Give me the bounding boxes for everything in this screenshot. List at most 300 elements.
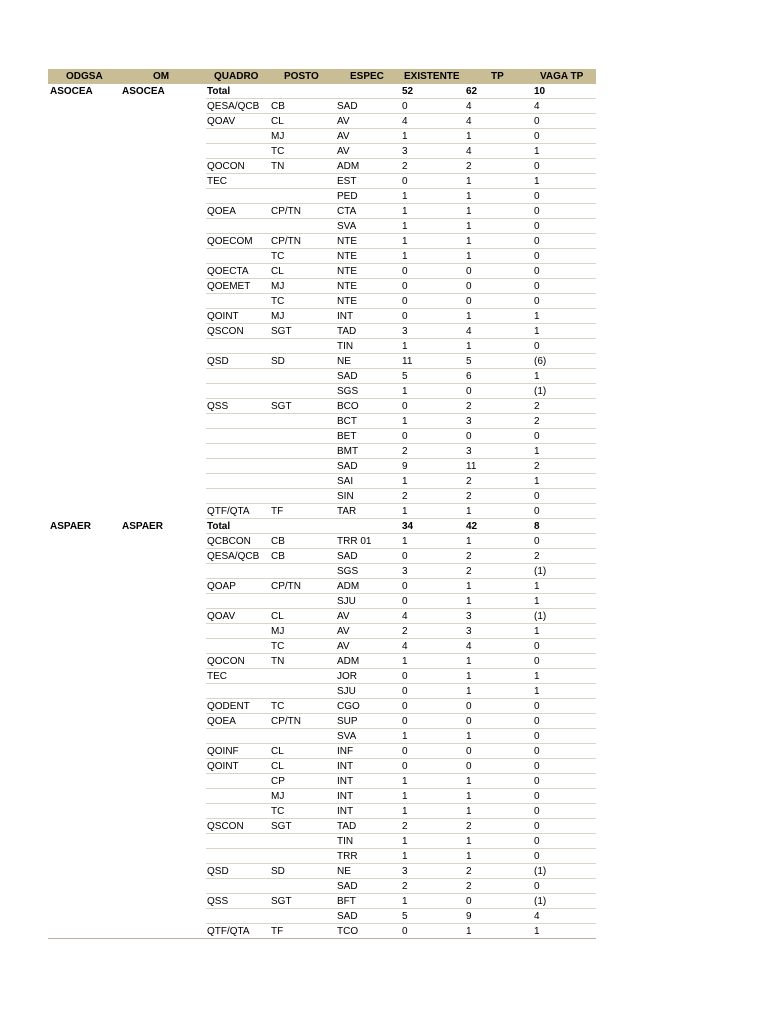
cell-vaga-tp: 1 — [534, 371, 540, 382]
cell-vaga-tp: 10 — [534, 86, 546, 97]
table-row — [48, 879, 596, 894]
cell-vaga-tp: 0 — [534, 491, 540, 502]
table-row — [48, 174, 596, 189]
table-row — [48, 144, 596, 159]
cell-tp: 4 — [466, 116, 472, 127]
cell-tp: 1 — [466, 656, 472, 667]
cell-tp: 4 — [466, 146, 472, 157]
cell-existente: 4 — [402, 611, 408, 622]
cell-vaga-tp: 0 — [534, 236, 540, 247]
cell-quadro: QESA/QCB — [207, 101, 260, 112]
cell-quadro: QOAV — [207, 116, 236, 127]
table-row — [48, 699, 596, 714]
cell-vaga-tp: 0 — [534, 761, 540, 772]
cell-posto: MJ — [271, 311, 285, 322]
cell-vaga-tp: 1 — [534, 581, 540, 592]
table-header-row — [48, 69, 596, 84]
cell-posto: SGT — [271, 896, 292, 907]
table-row — [48, 189, 596, 204]
cell-vaga-tp: 0 — [534, 536, 540, 547]
cell-quadro: QOINT — [207, 761, 239, 772]
cell-quadro: QTF/QTA — [207, 506, 250, 517]
cell-espec: AV — [337, 611, 350, 622]
table-row — [48, 909, 596, 924]
cell-existente: 2 — [402, 626, 408, 637]
cell-espec: INT — [337, 761, 354, 772]
cell-existente: 1 — [402, 416, 408, 427]
cell-existente: 1 — [402, 221, 408, 232]
cell-quadro: QSD — [207, 356, 229, 367]
table-row — [48, 369, 596, 384]
header-vaga-tp: VAGA TP — [540, 71, 584, 82]
cell-tp: 1 — [466, 581, 472, 592]
cell-existente: 1 — [402, 131, 408, 142]
table-row — [48, 744, 596, 759]
cell-existente: 2 — [402, 881, 408, 892]
cell-existente: 1 — [402, 506, 408, 517]
table-row — [48, 894, 596, 909]
cell-tp: 2 — [466, 161, 472, 172]
cell-espec: ADM — [337, 581, 360, 592]
cell-existente: 5 — [402, 911, 408, 922]
cell-tp: 1 — [466, 791, 472, 802]
cell-tp: 2 — [466, 566, 472, 577]
cell-quadro: QOCON — [207, 656, 245, 667]
table-row — [48, 639, 596, 654]
cell-vaga-tp: 0 — [534, 791, 540, 802]
cell-existente: 0 — [402, 311, 408, 322]
table-row — [48, 474, 596, 489]
table-row — [48, 834, 596, 849]
cell-tp: 2 — [466, 866, 472, 877]
cell-espec: INT — [337, 311, 354, 322]
cell-vaga-tp: 2 — [534, 401, 540, 412]
cell-existente: 1 — [402, 791, 408, 802]
cell-vaga-tp: 0 — [534, 431, 540, 442]
cell-espec: BCO — [337, 401, 359, 412]
cell-posto: CL — [271, 611, 284, 622]
cell-vaga-tp: 1 — [534, 476, 540, 487]
table-row — [48, 399, 596, 414]
cell-posto: CB — [271, 551, 285, 562]
cell-tp: 0 — [466, 761, 472, 772]
cell-existente: 2 — [402, 821, 408, 832]
cell-posto: CP/TN — [271, 716, 301, 727]
personnel-table — [48, 69, 596, 939]
cell-existente: 1 — [402, 851, 408, 862]
cell-existente: 0 — [402, 266, 408, 277]
cell-espec: NTE — [337, 236, 357, 247]
table-row — [48, 429, 596, 444]
cell-existente: 1 — [402, 341, 408, 352]
cell-tp: 1 — [466, 251, 472, 262]
table-row — [48, 249, 596, 264]
cell-posto: TC — [271, 296, 285, 307]
cell-existente: 2 — [402, 161, 408, 172]
cell-posto: SGT — [271, 821, 292, 832]
table-row — [48, 849, 596, 864]
table-row — [48, 564, 596, 579]
cell-espec: TRR 01 — [337, 536, 372, 547]
cell-odgsa: ASPAER — [50, 521, 91, 532]
cell-quadro: QSD — [207, 866, 229, 877]
cell-posto: TN — [271, 656, 285, 667]
cell-tp: 1 — [466, 776, 472, 787]
table-row — [48, 594, 596, 609]
cell-existente: 0 — [402, 551, 408, 562]
cell-espec: SJU — [337, 596, 356, 607]
cell-espec: NTE — [337, 281, 357, 292]
cell-espec: TRR — [337, 851, 358, 862]
cell-espec: NTE — [337, 296, 357, 307]
cell-vaga-tp: 0 — [534, 116, 540, 127]
cell-tp: 3 — [466, 416, 472, 427]
cell-tp: 1 — [466, 221, 472, 232]
table-row — [48, 624, 596, 639]
table-row — [48, 459, 596, 474]
table-row — [48, 819, 596, 834]
cell-quadro: QOAV — [207, 611, 236, 622]
cell-espec: SVA — [337, 221, 357, 232]
cell-quadro: Total — [207, 86, 231, 97]
cell-tp: 1 — [466, 506, 472, 517]
cell-quadro: QODENT — [207, 701, 250, 712]
cell-espec: BCT — [337, 416, 357, 427]
cell-vaga-tp: (1) — [534, 866, 547, 877]
cell-quadro: Total — [207, 521, 231, 532]
cell-existente: 1 — [402, 731, 408, 742]
cell-tp: 0 — [466, 431, 472, 442]
cell-vaga-tp: 0 — [534, 701, 540, 712]
cell-tp: 1 — [466, 341, 472, 352]
cell-existente: 1 — [402, 206, 408, 217]
cell-vaga-tp: 0 — [534, 161, 540, 172]
cell-posto: TC — [271, 701, 285, 712]
cell-vaga-tp: 1 — [534, 686, 540, 697]
cell-quadro: QOCON — [207, 161, 245, 172]
cell-espec: TAD — [337, 326, 357, 337]
cell-tp: 0 — [466, 701, 472, 712]
table-row — [48, 669, 596, 684]
cell-espec: AV — [337, 146, 350, 157]
table-row — [48, 654, 596, 669]
cell-posto: CL — [271, 746, 284, 757]
table-row — [48, 924, 596, 939]
cell-tp: 1 — [466, 806, 472, 817]
cell-espec: SGS — [337, 566, 359, 577]
cell-tp: 0 — [466, 266, 472, 277]
cell-existente: 0 — [402, 296, 408, 307]
cell-vaga-tp: 2 — [534, 416, 540, 427]
cell-tp: 3 — [466, 611, 472, 622]
cell-posto: MJ — [271, 131, 285, 142]
cell-existente: 1 — [402, 536, 408, 547]
cell-posto: MJ — [271, 626, 285, 637]
cell-vaga-tp: (1) — [534, 611, 547, 622]
cell-existente: 0 — [402, 401, 408, 412]
cell-quadro: QOEA — [207, 206, 236, 217]
cell-posto: CP — [271, 776, 285, 787]
cell-existente: 4 — [402, 116, 408, 127]
cell-espec: SAD — [337, 101, 358, 112]
cell-existente: 34 — [402, 521, 414, 532]
cell-existente: 52 — [402, 86, 414, 97]
cell-quadro: QTF/QTA — [207, 926, 250, 937]
cell-quadro: QSCON — [207, 821, 244, 832]
table-row — [48, 579, 596, 594]
table-row — [48, 234, 596, 249]
header-espec: ESPEC — [350, 71, 384, 82]
cell-existente: 1 — [402, 656, 408, 667]
cell-posto: SGT — [271, 326, 292, 337]
cell-posto: CB — [271, 536, 285, 547]
table-row — [48, 729, 596, 744]
header-tp: TP — [491, 71, 504, 82]
cell-existente: 9 — [402, 461, 408, 472]
cell-espec: NTE — [337, 266, 357, 277]
table-row — [48, 339, 596, 354]
cell-vaga-tp: 0 — [534, 776, 540, 787]
cell-tp: 1 — [466, 176, 472, 187]
cell-vaga-tp: 0 — [534, 206, 540, 217]
table-row — [48, 684, 596, 699]
cell-tp: 2 — [466, 881, 472, 892]
cell-espec: SAD — [337, 551, 358, 562]
cell-espec: SAI — [337, 476, 354, 487]
cell-tp: 6 — [466, 371, 472, 382]
cell-tp: 11 — [466, 461, 477, 472]
cell-espec: NE — [337, 356, 351, 367]
cell-tp: 1 — [466, 836, 472, 847]
cell-espec: ADM — [337, 656, 360, 667]
cell-espec: PED — [337, 191, 358, 202]
table-row — [48, 504, 596, 519]
cell-espec: TCO — [337, 926, 359, 937]
table-row — [48, 489, 596, 504]
cell-vaga-tp: 1 — [534, 596, 540, 607]
cell-vaga-tp: 0 — [534, 656, 540, 667]
header-posto: POSTO — [284, 71, 319, 82]
cell-quadro: QOECOM — [207, 236, 253, 247]
table-row — [48, 804, 596, 819]
cell-existente: 3 — [402, 866, 408, 877]
cell-tp: 4 — [466, 326, 472, 337]
table-row — [48, 774, 596, 789]
cell-espec: TIN — [337, 836, 354, 847]
cell-vaga-tp: 0 — [534, 641, 540, 652]
cell-posto: SD — [271, 356, 285, 367]
table-row — [48, 864, 596, 879]
cell-vaga-tp: 8 — [534, 521, 540, 532]
cell-tp: 2 — [466, 551, 472, 562]
cell-existente: 1 — [402, 191, 408, 202]
cell-vaga-tp: 1 — [534, 626, 540, 637]
table-row — [48, 324, 596, 339]
cell-odgsa: ASOCEA — [50, 86, 93, 97]
cell-existente: 1 — [402, 236, 408, 247]
cell-quadro: QCBCON — [207, 536, 251, 547]
row-divider — [48, 938, 596, 939]
cell-existente: 0 — [402, 746, 408, 757]
cell-tp: 0 — [466, 386, 472, 397]
cell-espec: INT — [337, 791, 354, 802]
table-row — [48, 219, 596, 234]
cell-posto: CP/TN — [271, 581, 301, 592]
cell-om: ASOCEA — [122, 86, 165, 97]
cell-tp: 3 — [466, 626, 472, 637]
table-row — [48, 534, 596, 549]
cell-tp: 4 — [466, 101, 472, 112]
cell-vaga-tp: (1) — [534, 386, 547, 397]
cell-vaga-tp: 4 — [534, 911, 540, 922]
cell-tp: 1 — [466, 311, 472, 322]
table-row — [48, 114, 596, 129]
table-row — [48, 264, 596, 279]
cell-quadro: QOECTA — [207, 266, 249, 277]
cell-quadro: QSS — [207, 896, 229, 907]
cell-tp: 0 — [466, 896, 472, 907]
cell-espec: CTA — [337, 206, 357, 217]
cell-espec: SAD — [337, 461, 358, 472]
table-row — [48, 549, 596, 564]
cell-vaga-tp: 4 — [534, 101, 540, 112]
table-row — [48, 609, 596, 624]
cell-tp: 2 — [466, 821, 472, 832]
cell-existente: 0 — [402, 671, 408, 682]
cell-vaga-tp: 0 — [534, 821, 540, 832]
cell-existente: 2 — [402, 446, 408, 457]
cell-vaga-tp: 1 — [534, 446, 540, 457]
cell-existente: 0 — [402, 761, 408, 772]
cell-tp: 2 — [466, 491, 472, 502]
cell-posto: TN — [271, 161, 285, 172]
cell-espec: SGS — [337, 386, 359, 397]
table-row — [48, 444, 596, 459]
cell-existente: 4 — [402, 641, 408, 652]
cell-quadro: QSS — [207, 401, 229, 412]
cell-posto: TC — [271, 146, 285, 157]
cell-vaga-tp: 0 — [534, 131, 540, 142]
cell-espec: SAD — [337, 881, 358, 892]
cell-posto: CL — [271, 266, 284, 277]
cell-vaga-tp: 0 — [534, 881, 540, 892]
cell-vaga-tp: 0 — [534, 281, 540, 292]
cell-existente: 3 — [402, 566, 408, 577]
cell-posto: TC — [271, 806, 285, 817]
cell-quadro: QOEA — [207, 716, 236, 727]
cell-vaga-tp: 1 — [534, 926, 540, 937]
header-odgsa: ODGSA — [66, 71, 103, 82]
table-row — [48, 384, 596, 399]
header-existente: EXISTENTE — [404, 71, 460, 82]
cell-tp: 1 — [466, 206, 472, 217]
cell-tp: 0 — [466, 281, 472, 292]
table-row — [48, 309, 596, 324]
table-row — [48, 354, 596, 369]
cell-vaga-tp: 1 — [534, 326, 540, 337]
cell-tp: 0 — [466, 296, 472, 307]
cell-espec: BFT — [337, 896, 356, 907]
cell-tp: 1 — [466, 191, 472, 202]
table-row — [48, 129, 596, 144]
cell-existente: 0 — [402, 581, 408, 592]
cell-vaga-tp: 1 — [534, 146, 540, 157]
cell-existente: 0 — [402, 686, 408, 697]
cell-quadro: QSCON — [207, 326, 244, 337]
cell-espec: SAD — [337, 911, 358, 922]
cell-vaga-tp: 0 — [534, 296, 540, 307]
cell-existente: 11 — [402, 356, 413, 367]
cell-tp: 4 — [466, 641, 472, 652]
cell-quadro: QOAP — [207, 581, 236, 592]
table-row — [48, 759, 596, 774]
cell-espec: BET — [337, 431, 357, 442]
cell-espec: JOR — [337, 671, 357, 682]
cell-vaga-tp: (1) — [534, 566, 547, 577]
cell-existente: 0 — [402, 101, 408, 112]
cell-tp: 9 — [466, 911, 472, 922]
cell-existente: 1 — [402, 251, 408, 262]
cell-espec: SUP — [337, 716, 358, 727]
cell-existente: 1 — [402, 386, 408, 397]
cell-espec: TIN — [337, 341, 354, 352]
cell-espec: SIN — [337, 491, 354, 502]
cell-existente: 0 — [402, 281, 408, 292]
cell-vaga-tp: 1 — [534, 176, 540, 187]
cell-posto: CL — [271, 761, 284, 772]
cell-espec: SVA — [337, 731, 357, 742]
table-row — [48, 99, 596, 114]
cell-posto: MJ — [271, 791, 285, 802]
cell-tp: 62 — [466, 86, 478, 97]
cell-espec: BMT — [337, 446, 359, 457]
cell-vaga-tp: 2 — [534, 461, 540, 472]
cell-posto: CL — [271, 116, 284, 127]
cell-espec: CGO — [337, 701, 360, 712]
cell-vaga-tp: 0 — [534, 221, 540, 232]
table-row — [48, 414, 596, 429]
cell-tp: 1 — [466, 731, 472, 742]
cell-existente: 1 — [402, 836, 408, 847]
cell-tp: 2 — [466, 401, 472, 412]
table-row — [48, 519, 596, 534]
header-om: OM — [153, 71, 170, 82]
header-quadro: QUADRO — [214, 71, 259, 82]
cell-tp: 1 — [466, 926, 472, 937]
cell-tp: 1 — [466, 131, 472, 142]
cell-posto: CP/TN — [271, 206, 301, 217]
cell-existente: 2 — [402, 491, 408, 502]
cell-existente: 1 — [402, 896, 408, 907]
cell-vaga-tp: 0 — [534, 191, 540, 202]
cell-quadro: QESA/QCB — [207, 551, 260, 562]
cell-tp: 5 — [466, 356, 472, 367]
table-row — [48, 714, 596, 729]
cell-espec: ADM — [337, 161, 360, 172]
cell-tp: 1 — [466, 536, 472, 547]
cell-tp: 0 — [466, 716, 472, 727]
cell-tp: 1 — [466, 596, 472, 607]
cell-vaga-tp: 1 — [534, 311, 540, 322]
cell-vaga-tp: 0 — [534, 251, 540, 262]
cell-existente: 3 — [402, 146, 408, 157]
cell-posto: TC — [271, 641, 285, 652]
cell-quadro: QOINF — [207, 746, 239, 757]
cell-espec: NE — [337, 866, 351, 877]
cell-tp: 0 — [466, 746, 472, 757]
cell-espec: TAR — [337, 506, 357, 517]
cell-espec: NTE — [337, 251, 357, 262]
